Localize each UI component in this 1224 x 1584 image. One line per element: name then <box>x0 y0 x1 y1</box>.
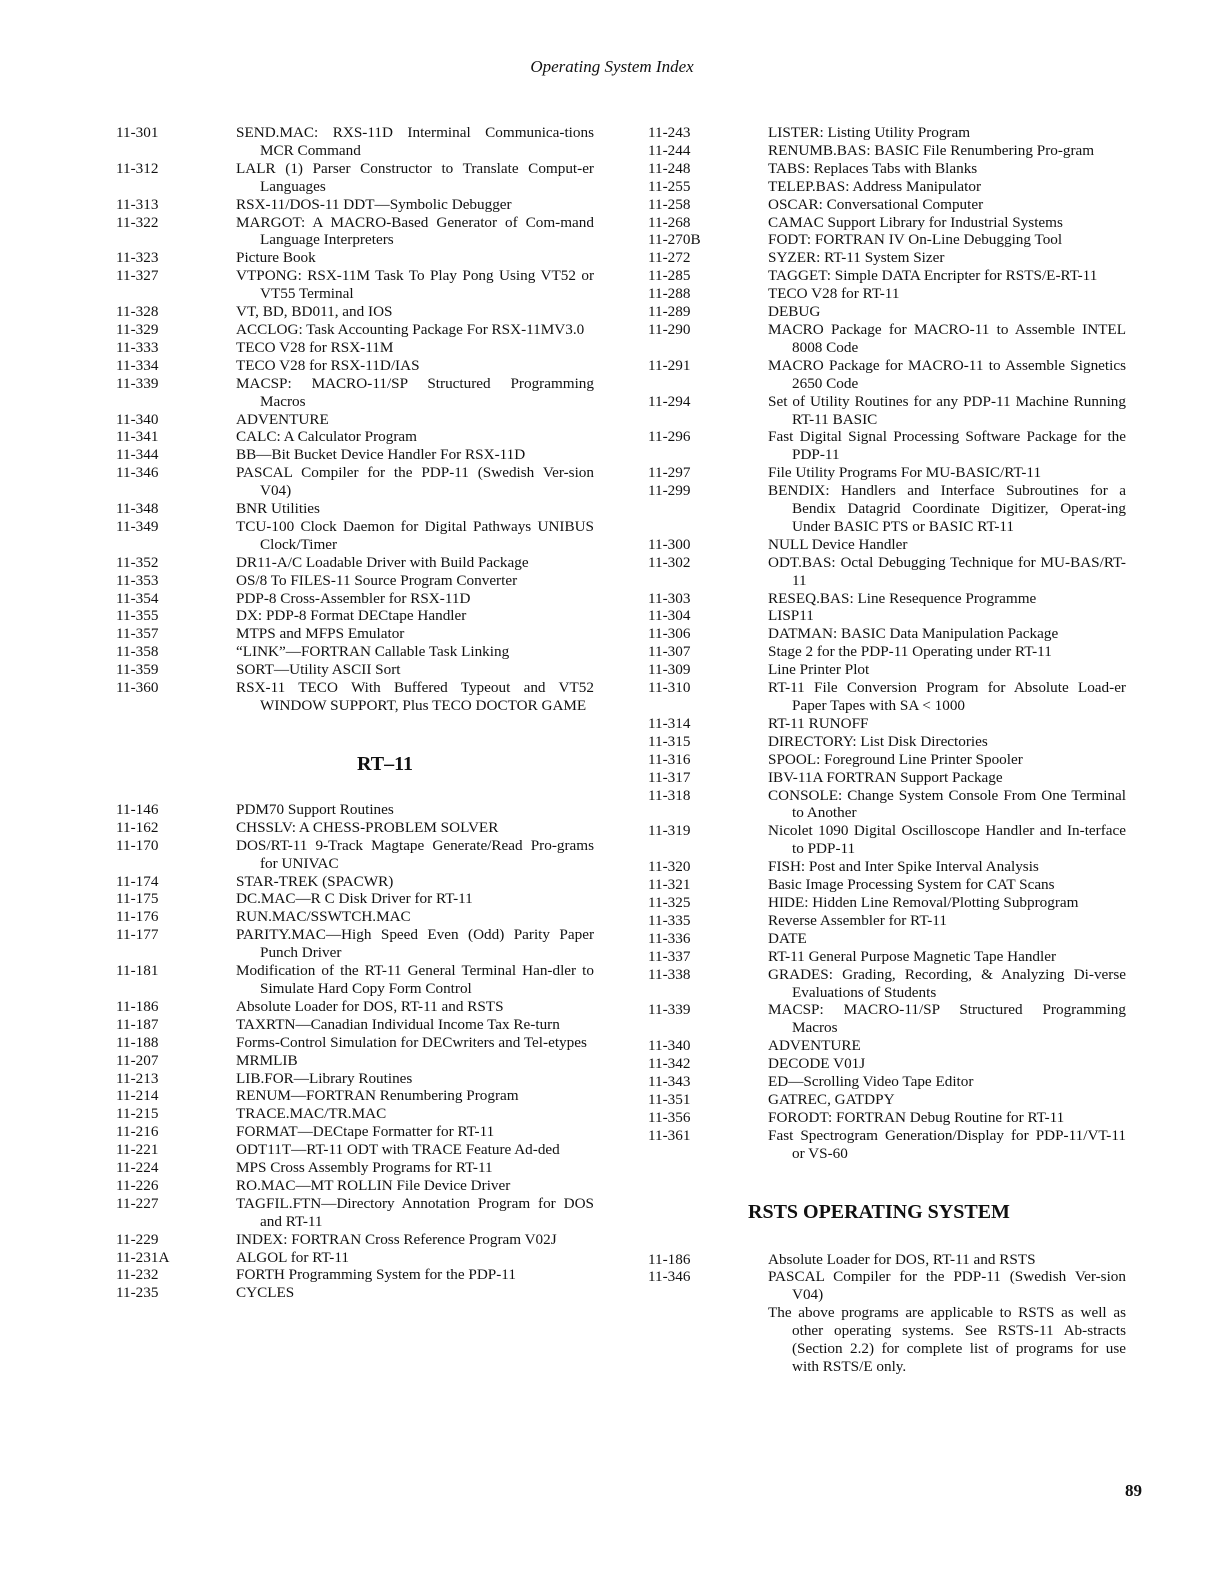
program-title: Modification of the RT-11 General Terminal Han-dler to Simulate Hard Copy Form Control <box>236 962 594 997</box>
program-title: SPOOL: Foreground Line Printer Spooler <box>768 750 1023 768</box>
program-title: PDM70 Support Routines <box>236 800 394 818</box>
program-title: SYZER: RT-11 System Sizer <box>768 249 945 267</box>
program-number: 11-300 <box>648 535 691 553</box>
program-number: 11-340 <box>648 1037 691 1055</box>
index-entry <box>648 303 1126 321</box>
program-number: 11-289 <box>648 303 691 321</box>
program-title: INDEX: FORTRAN Cross Reference Program V02J <box>236 1230 557 1248</box>
program-title: PARITY.MAC—High Speed Even (Odd) Parity Paper Punch Driver <box>236 926 594 962</box>
program-number: 11-175 <box>116 890 159 908</box>
program-number: 11-294 <box>648 392 691 410</box>
program-title: LIB.FOR—Library Routines <box>236 1069 413 1087</box>
program-title: TAGFIL.FTN—Directory Annotation Program for DOS and RT-11 <box>236 1194 594 1230</box>
program-title: BNR Utilities <box>236 500 320 518</box>
rsts-note: The above programs are applicable to RSTS as well as other operating systems. See RSTS-11 Ab-stracts (Section 2.2) for complete list of programs for use with RSTS/E only. <box>768 1304 1126 1375</box>
index-entry <box>116 607 594 625</box>
index-entry <box>116 1123 594 1141</box>
index-entry <box>648 554 1126 590</box>
program-number: 11-351 <box>648 1090 691 1108</box>
program-number: 11-359 <box>116 661 159 679</box>
program-title: IBV-11A FORTRAN Support Package <box>768 768 1003 786</box>
index-entry <box>648 733 1126 751</box>
index-entry <box>116 321 594 339</box>
program-title: Forms-Control Simulation for DECwriters and Tel-etypes <box>236 1033 587 1051</box>
index-entry <box>116 518 594 554</box>
program-number: 11-226 <box>116 1176 159 1194</box>
program-title: Absolute Loader for DOS, RT-11 and RSTS <box>768 1250 1036 1268</box>
program-number: 11-255 <box>648 177 691 195</box>
index-entry <box>116 679 594 715</box>
program-title: OSCAR: Conversational Computer <box>768 195 984 213</box>
program-number: 11-355 <box>116 607 159 625</box>
index-entry <box>116 837 594 873</box>
program-title: CAMAC Support Library for Industrial Systems <box>768 213 1063 231</box>
index-entry <box>648 231 1126 249</box>
index-entry <box>116 339 594 357</box>
program-title: SORT—Utility ASCII Sort <box>236 661 401 679</box>
program-title: Basic Image Processing System for CAT Scans <box>768 876 1055 894</box>
program-number: 11-181 <box>116 962 159 980</box>
index-entry <box>648 1037 1126 1055</box>
program-number: 11-328 <box>116 303 159 321</box>
index-entry <box>116 303 594 321</box>
program-title: LALR (1) Parser Constructor to Translate Comput-er Languages <box>236 159 594 195</box>
index-entry <box>116 926 594 962</box>
program-number: 11-188 <box>116 1033 159 1051</box>
program-number: 11-307 <box>648 643 691 661</box>
program-title: FISH: Post and Inter Spike Interval Analysis <box>768 858 1039 876</box>
program-title: MACRO Package for MACRO-11 to Assemble Signetics 2650 Code <box>768 356 1126 392</box>
program-title: MACSP: MACRO-11/SP Structured Programming Macros <box>236 374 594 410</box>
index-entry <box>116 1141 594 1159</box>
program-title: FORODT: FORTRAN Debug Routine for RT-11 <box>768 1108 1065 1126</box>
program-number: 11-299 <box>648 482 691 500</box>
program-number: 11-186 <box>116 997 159 1015</box>
program-title: VT, BD, BD011, and IOS <box>236 303 393 321</box>
program-number: 11-207 <box>116 1051 159 1069</box>
program-title: TAGGET: Simple DATA Encripter for RSTS/E-RT-11 <box>768 267 1098 285</box>
program-title: DOS/RT-11 9-Track Magtape Generate/Read Pro-grams for UNIVAC <box>236 836 594 872</box>
index-entry <box>648 966 1126 1002</box>
program-title: TELEP.BAS: Address Manipulator <box>768 177 982 195</box>
index-entry <box>116 1177 594 1195</box>
index-entry <box>116 160 594 196</box>
program-title: CALC: A Calculator Program <box>236 428 417 446</box>
program-title: FORMAT—DECtape Formatter for RT-11 <box>236 1123 495 1141</box>
program-number: 11-337 <box>648 947 691 965</box>
program-number: 11-214 <box>116 1087 159 1105</box>
program-number: 11-321 <box>648 876 691 894</box>
program-title: Fast Spectrogram Generation/Display for PDP-11/VT-11 or VS-60 <box>768 1126 1126 1162</box>
index-entry <box>648 1109 1126 1127</box>
program-number: 11-314 <box>648 714 691 732</box>
program-title: MACRO Package for MACRO-11 to Assemble INTEL 8008 Code <box>768 320 1126 356</box>
program-number: 11-313 <box>116 195 159 213</box>
program-number: 11-312 <box>116 159 159 177</box>
program-number: 11-349 <box>116 517 159 535</box>
program-title: Picture Book <box>236 249 316 267</box>
program-title: PDP-8 Cross-Assembler for RSX-11D <box>236 589 471 607</box>
program-number: 11-290 <box>648 320 691 338</box>
program-number: 11-360 <box>116 679 159 697</box>
program-number: 11-319 <box>648 822 691 840</box>
rsts-section-title: RSTS OPERATING SYSTEM <box>748 1200 1010 1223</box>
program-title: MPS Cross Assembly Programs for RT-11 <box>236 1159 493 1177</box>
program-title: RUN.MAC/SSWTCH.MAC <box>236 908 411 926</box>
index-entry <box>648 590 1126 608</box>
program-title: ED—Scrolling Video Tape Editor <box>768 1073 974 1091</box>
index-entry <box>648 249 1126 267</box>
program-title: TABS: Replaces Tabs with Blanks <box>768 159 978 177</box>
index-entry <box>648 178 1126 196</box>
index-entry <box>648 285 1126 303</box>
program-title: RENUMB.BAS: BASIC File Renumbering Pro-gram <box>768 141 1095 159</box>
index-entry <box>116 446 594 464</box>
index-entry <box>116 1034 594 1052</box>
index-entry <box>648 357 1126 393</box>
program-number: 11-170 <box>116 836 159 854</box>
index-entry <box>648 894 1126 912</box>
program-number: 11-339 <box>116 374 159 392</box>
index-entry <box>116 500 594 518</box>
index-entry <box>648 1001 1126 1037</box>
rsts-entries <box>648 1251 1126 1305</box>
program-number: 11-296 <box>648 428 691 446</box>
program-number: 11-318 <box>648 786 691 804</box>
program-title: PASCAL Compiler for the PDP-11 (Swedish Ver-sion V04) <box>768 1268 1126 1304</box>
program-title: VTPONG: RSX-11M Task To Play Pong Using VT52 or VT55 Terminal <box>236 267 594 303</box>
program-title: DIRECTORY: List Disk Directories <box>768 732 988 750</box>
program-title: DR11-A/C Loadable Driver with Build Package <box>236 553 529 571</box>
program-number: 11-224 <box>116 1159 159 1177</box>
index-entry <box>648 1268 1126 1304</box>
index-entry <box>116 267 594 303</box>
program-title: GATREC, GATDPY <box>768 1090 895 1108</box>
index-entry <box>648 787 1126 823</box>
program-title: ALGOL for RT-11 <box>236 1248 349 1266</box>
program-title: GRADES: Grading, Recording, & Analyzing Di-verse Evaluations of Students <box>768 965 1126 1001</box>
index-entry <box>648 876 1126 894</box>
program-number: 11-315 <box>648 732 691 750</box>
program-number: 11-317 <box>648 768 691 786</box>
program-title: MRMLIB <box>236 1051 298 1069</box>
program-title: DC.MAC—R C Disk Driver for RT-11 <box>236 890 473 908</box>
program-title: File Utility Programs For MU-BASIC/RT-11 <box>768 464 1042 482</box>
index-entry <box>116 801 594 819</box>
program-title: MARGOT: A MACRO-Based Generator of Com-mand Language Interpreters <box>236 213 594 249</box>
index-entry <box>648 464 1126 482</box>
program-title: RT-11 File Conversion Program for Absolute Load-er Paper Tapes with SA < 1000 <box>768 679 1126 714</box>
index-entry <box>648 751 1126 769</box>
index-entry <box>648 625 1126 643</box>
program-number: 11-343 <box>648 1073 691 1091</box>
index-entry <box>648 643 1126 661</box>
program-title: ACCLOG: Task Accounting Package For RSX-11MV3.0 <box>236 320 585 338</box>
program-number: 11-344 <box>116 446 159 464</box>
program-number: 11-243 <box>648 124 691 141</box>
program-title: TCU-100 Clock Daemon for Digital Pathways UNIBUS Clock/Timer <box>236 517 594 553</box>
program-number: 11-248 <box>648 159 691 177</box>
index-entry <box>116 590 594 608</box>
index-entry <box>116 428 594 446</box>
program-title: BB—Bit Bucket Device Handler For RSX-11D <box>236 446 526 464</box>
index-entry <box>116 1087 594 1105</box>
program-title: RESEQ.BAS: Line Resequence Programme <box>768 589 1037 607</box>
program-number: 11-342 <box>648 1055 691 1073</box>
program-number: 11-335 <box>648 911 691 929</box>
program-number: 11-221 <box>116 1141 159 1159</box>
program-number: 11-354 <box>116 589 159 607</box>
index-entry <box>116 572 594 590</box>
index-entry <box>116 1105 594 1123</box>
program-number: 11-302 <box>648 553 691 571</box>
program-number: 11-303 <box>648 589 691 607</box>
program-number: 11-346 <box>648 1268 691 1286</box>
program-title: SEND.MAC: RXS-11D Interminal Communica-tions MCR Command <box>236 124 594 159</box>
program-title: BENDIX: Handlers and Interface Subroutines for a Bendix Datagrid Coordinate Digitizer, Operat-ing Under BASIC PTS or BASIC RT-11 <box>768 482 1126 535</box>
index-entry <box>116 661 594 679</box>
left-entries-top <box>116 124 594 715</box>
program-title: FORTH Programming System for the PDP-11 <box>236 1266 516 1284</box>
program-title: LISTER: Listing Utility Program <box>768 124 971 141</box>
program-number: 11-232 <box>116 1266 159 1284</box>
index-entry <box>648 124 1126 142</box>
index-entry <box>648 1055 1126 1073</box>
index-entry <box>648 661 1126 679</box>
index-entry <box>116 1159 594 1177</box>
program-title: DX: PDP-8 Format DECtape Handler <box>236 607 467 625</box>
page-header: Operating System Index <box>530 57 694 76</box>
index-entry <box>116 1052 594 1070</box>
program-number: 11-322 <box>116 213 159 231</box>
index-entry <box>648 769 1126 787</box>
rt11-entries-continued <box>648 124 1126 1163</box>
index-entry <box>648 536 1126 554</box>
program-number: 11-352 <box>116 553 159 571</box>
program-number: 11-346 <box>116 464 159 482</box>
program-title: DATE <box>768 929 807 947</box>
program-title: STAR-TREK (SPACWR) <box>236 872 394 890</box>
program-number: 11-258 <box>648 195 691 213</box>
index-entry <box>648 607 1126 625</box>
program-number: 11-357 <box>116 625 159 643</box>
index-entry <box>116 1016 594 1034</box>
index-entry <box>648 912 1126 930</box>
index-entry <box>116 1195 594 1231</box>
program-number: 11-186 <box>648 1250 691 1268</box>
index-entry <box>648 822 1126 858</box>
index-entry <box>116 908 594 926</box>
program-number: 11-291 <box>648 356 691 374</box>
program-title: ODT.BAS: Octal Debugging Technique for MU-BAS/RT-11 <box>768 553 1126 589</box>
program-title: RSX-11 TECO With Buffered Typeout and VT52 WINDOW SUPPORT, Plus TECO DOCTOR GAME <box>236 679 594 714</box>
program-title: ADVENTURE <box>768 1037 861 1055</box>
program-title: TRACE.MAC/TR.MAC <box>236 1105 387 1123</box>
program-number: 11-320 <box>648 858 691 876</box>
index-entry <box>648 715 1126 733</box>
program-title: Reverse Assembler for RT-11 <box>768 911 947 929</box>
index-entry <box>648 1091 1126 1109</box>
program-title: DEBUG <box>768 303 821 321</box>
program-number: 11-229 <box>116 1230 159 1248</box>
program-title: Stage 2 for the PDP-11 Operating under RT-11 <box>768 643 1052 661</box>
program-title: OS/8 To FILES-11 Source Program Converter <box>236 571 518 589</box>
program-number: 11-329 <box>116 320 159 338</box>
index-entry <box>116 375 594 411</box>
program-number: 11-325 <box>648 893 691 911</box>
index-entry <box>116 214 594 250</box>
program-title: RSX-11/DOS-11 DDT—Symbolic Debugger <box>236 195 512 213</box>
program-title: ODT11T—RT-11 ODT with TRACE Feature Ad-ded <box>236 1141 560 1159</box>
program-title: TECO V28 for RSX-11M <box>236 338 394 356</box>
program-title: FODT: FORTRAN IV On-Line Debugging Tool <box>768 231 1063 249</box>
index-entry <box>648 196 1126 214</box>
left-column <box>116 124 594 1302</box>
program-title: DATMAN: BASIC Data Manipulation Package <box>768 625 1059 643</box>
program-number: 11-213 <box>116 1069 159 1087</box>
program-number: 11-306 <box>648 625 691 643</box>
program-number: 11-146 <box>116 800 159 818</box>
program-number: 11-216 <box>116 1123 159 1141</box>
program-number: 11-215 <box>116 1105 159 1123</box>
index-entry <box>648 160 1126 178</box>
index-entry <box>648 321 1126 357</box>
program-title: NULL Device Handler <box>768 535 908 553</box>
index-entry <box>116 554 594 572</box>
program-number: 11-304 <box>648 607 691 625</box>
index-entry <box>116 819 594 837</box>
program-number: 11-297 <box>648 464 691 482</box>
program-title: MTPS and MFPS Emulator <box>236 625 405 643</box>
page-number: 89 <box>1125 1481 1142 1500</box>
program-number: 11-361 <box>648 1126 691 1144</box>
program-title: “LINK”—FORTRAN Callable Task Linking <box>236 643 510 661</box>
program-number: 11-316 <box>648 750 691 768</box>
program-number: 11-268 <box>648 213 691 231</box>
program-title: CYCLES <box>236 1284 295 1302</box>
index-entry <box>648 858 1126 876</box>
index-entry <box>116 1266 594 1284</box>
program-number: 11-272 <box>648 249 691 267</box>
index-entry <box>116 1284 594 1302</box>
index-entry <box>116 873 594 891</box>
index-entry <box>116 1070 594 1088</box>
index-entry <box>648 482 1126 536</box>
program-number: 11-339 <box>648 1001 691 1019</box>
index-entry <box>648 1251 1126 1269</box>
program-number: 11-336 <box>648 929 691 947</box>
program-title: DECODE V01J <box>768 1055 866 1073</box>
program-number: 11-348 <box>116 500 159 518</box>
program-title: TAXRTN—Canadian Individual Income Tax Re-turn <box>236 1015 560 1033</box>
program-number: 11-176 <box>116 908 159 926</box>
index-entry <box>648 214 1126 232</box>
index-entry <box>648 267 1126 285</box>
program-title: Line Printer Plot <box>768 661 870 679</box>
program-number: 11-338 <box>648 965 691 983</box>
program-number: 11-244 <box>648 141 691 159</box>
program-title: TECO V28 for RSX-11D/IAS <box>236 356 420 374</box>
program-number: 11-309 <box>648 661 691 679</box>
right-column <box>648 124 1126 1376</box>
index-entry <box>648 679 1126 715</box>
program-number: 11-323 <box>116 249 159 267</box>
index-entry <box>116 464 594 500</box>
index-entry <box>116 124 594 160</box>
index-entry <box>116 962 594 998</box>
index-entry <box>116 643 594 661</box>
index-entry <box>648 948 1126 966</box>
program-number: 11-288 <box>648 285 691 303</box>
program-number: 11-227 <box>116 1194 159 1212</box>
program-title: TECO V28 for RT-11 <box>768 285 900 303</box>
program-number: 11-187 <box>116 1015 159 1033</box>
program-number: 11-270B <box>648 231 701 249</box>
index-entry <box>116 196 594 214</box>
program-title: Set of Utility Routines for any PDP-11 Machine Running RT-11 BASIC <box>768 392 1126 428</box>
program-title: MACSP: MACRO-11/SP Structured Programming Macros <box>768 1001 1126 1037</box>
rt11-section-title: RT–11 <box>357 752 413 775</box>
program-title: Nicolet 1090 Digital Oscilloscope Handler and In-terface to PDP-11 <box>768 822 1126 858</box>
program-title: RT-11 RUNOFF <box>768 714 869 732</box>
index-entry <box>648 142 1126 160</box>
program-title: RO.MAC—MT ROLLIN File Device Driver <box>236 1176 511 1194</box>
index-entry <box>648 1127 1126 1163</box>
index-entry <box>648 393 1126 429</box>
program-number: 11-353 <box>116 571 159 589</box>
rt11-entries <box>116 801 594 1302</box>
program-title: HIDE: Hidden Line Removal/Plotting Subprogram <box>768 893 1079 911</box>
program-title: Fast Digital Signal Processing Software Package for the PDP-11 <box>768 428 1126 464</box>
program-number: 11-285 <box>648 267 691 285</box>
index-entry <box>116 625 594 643</box>
program-number: 11-301 <box>116 124 159 141</box>
index-entry <box>116 357 594 375</box>
program-number: 11-231A <box>116 1248 170 1266</box>
program-title: CONSOLE: Change System Console From One Terminal to Another <box>768 786 1126 822</box>
index-entry <box>116 1249 594 1267</box>
index-entry <box>648 930 1126 948</box>
program-title: PASCAL Compiler for the PDP-11 (Swedish Ver-sion V04) <box>236 464 594 500</box>
program-number: 11-333 <box>116 338 159 356</box>
program-number: 11-356 <box>648 1108 691 1126</box>
program-number: 11-341 <box>116 428 159 446</box>
program-title: Absolute Loader for DOS, RT-11 and RSTS <box>236 997 504 1015</box>
index-entry <box>116 249 594 267</box>
program-title: RT-11 General Purpose Magnetic Tape Handler <box>768 947 1057 965</box>
index-entry <box>116 411 594 429</box>
program-number: 11-327 <box>116 267 159 285</box>
program-title: LISP11 <box>768 607 814 625</box>
program-number: 11-334 <box>116 356 159 374</box>
program-number: 11-162 <box>116 818 159 836</box>
program-number: 11-177 <box>116 926 159 944</box>
index-entry <box>648 428 1126 464</box>
program-number: 11-358 <box>116 643 159 661</box>
index-entry <box>116 998 594 1016</box>
index-entry <box>116 1231 594 1249</box>
index-entry <box>648 1073 1126 1091</box>
index-entry <box>116 890 594 908</box>
program-title: ADVENTURE <box>236 410 329 428</box>
program-title: CHSSLV: A CHESS-PROBLEM SOLVER <box>236 818 499 836</box>
program-number: 11-310 <box>648 679 691 697</box>
program-number: 11-174 <box>116 872 159 890</box>
program-title: RENUM—FORTRAN Renumbering Program <box>236 1087 519 1105</box>
program-number: 11-340 <box>116 410 159 428</box>
program-number: 11-235 <box>116 1284 159 1302</box>
